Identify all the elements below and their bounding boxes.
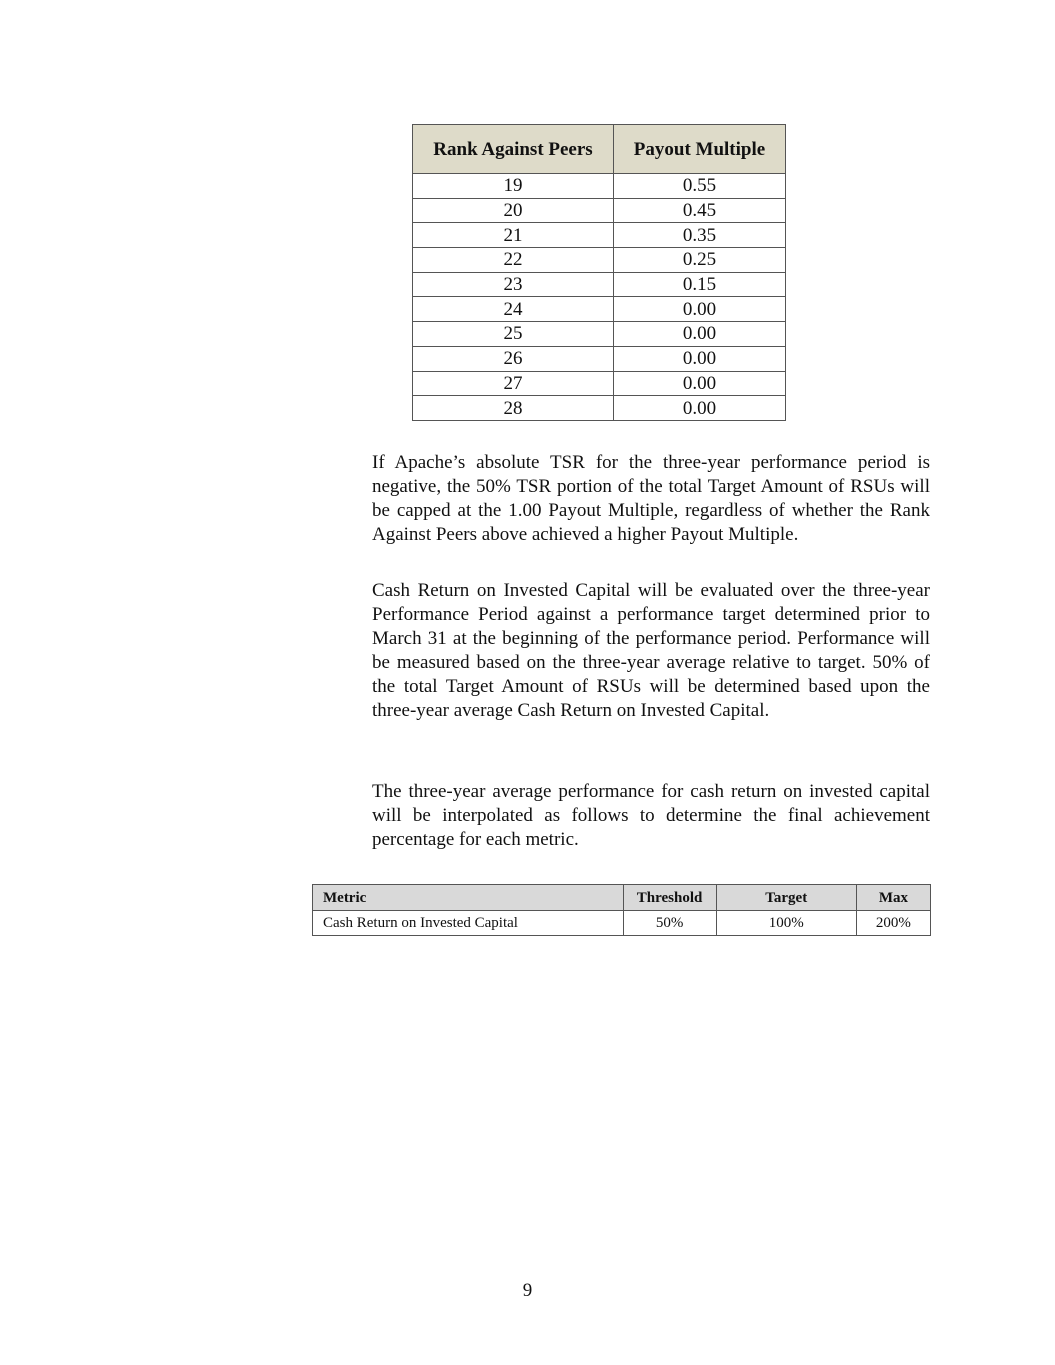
table-row xyxy=(413,371,786,396)
rank-cell: 22 xyxy=(413,248,614,273)
croic-paragraph: Cash Return on Invested Capital will be evaluated over the three-year Performance Period against a performance target determined prior to March 31 at the beginning of the performance period. Performance will be measured based on the three-year average relative to target. 50% of the total Target Amount of RSUs will be determined based upon the three-year average Cash Return on Invested Capital. xyxy=(372,580,930,721)
header-metric: Metric xyxy=(313,885,624,911)
payout-cell: 0.00 xyxy=(614,371,786,396)
metric-table xyxy=(312,884,931,936)
rank-cell: 23 xyxy=(413,272,614,297)
table-header-row xyxy=(313,885,931,911)
page-number: 9 xyxy=(522,1280,533,1301)
table-row xyxy=(413,248,786,273)
rank-cell: 19 xyxy=(413,174,614,199)
interpolation-paragraph: The three-year average performance for cash return on invested capital will be interpolated as follows to determine the final achievement percentage for each metric. xyxy=(372,781,930,850)
payout-cell: 0.35 xyxy=(614,223,786,248)
target-cell: 100% xyxy=(716,911,856,936)
table-row xyxy=(413,396,786,421)
payout-cell: 0.00 xyxy=(614,297,786,322)
header-rank-against-peers: Rank Against Peers xyxy=(413,125,614,174)
header-payout-multiple: Payout Multiple xyxy=(614,125,786,174)
table-row xyxy=(313,911,931,936)
header-threshold: Threshold xyxy=(623,885,716,911)
payout-cell: 0.00 xyxy=(614,396,786,421)
rank-cell: 20 xyxy=(413,198,614,223)
table-row xyxy=(413,174,786,199)
payout-cell: 0.55 xyxy=(614,174,786,199)
table-row xyxy=(413,322,786,347)
max-cell: 200% xyxy=(856,911,930,936)
table-header-row xyxy=(413,125,786,174)
header-max: Max xyxy=(856,885,930,911)
payout-cell: 0.45 xyxy=(614,198,786,223)
rank-cell: 25 xyxy=(413,322,614,347)
rank-cell: 26 xyxy=(413,346,614,371)
rank-cell: 24 xyxy=(413,297,614,322)
table-row xyxy=(413,223,786,248)
table-row xyxy=(413,198,786,223)
threshold-cell: 50% xyxy=(623,911,716,936)
payout-cell: 0.25 xyxy=(614,248,786,273)
table-row xyxy=(413,346,786,371)
header-target: Target xyxy=(716,885,856,911)
rank-cell: 21 xyxy=(413,223,614,248)
table-row xyxy=(413,272,786,297)
metric-name-cell: Cash Return on Invested Capital xyxy=(313,911,624,936)
rank-payout-table xyxy=(412,124,786,421)
payout-cell: 0.00 xyxy=(614,322,786,347)
tsr-cap-paragraph: If Apache’s absolute TSR for the three-year performance period is negative, the 50% TSR portion of the total Target Amount of RSUs will be capped at the 1.00 Payout Multiple, regardless of whether the Rank Against Peers above achieved a higher Payout Multiple. xyxy=(372,452,930,545)
table-row xyxy=(413,297,786,322)
payout-cell: 0.00 xyxy=(614,346,786,371)
rank-cell: 27 xyxy=(413,371,614,396)
payout-cell: 0.15 xyxy=(614,272,786,297)
rank-cell: 28 xyxy=(413,396,614,421)
